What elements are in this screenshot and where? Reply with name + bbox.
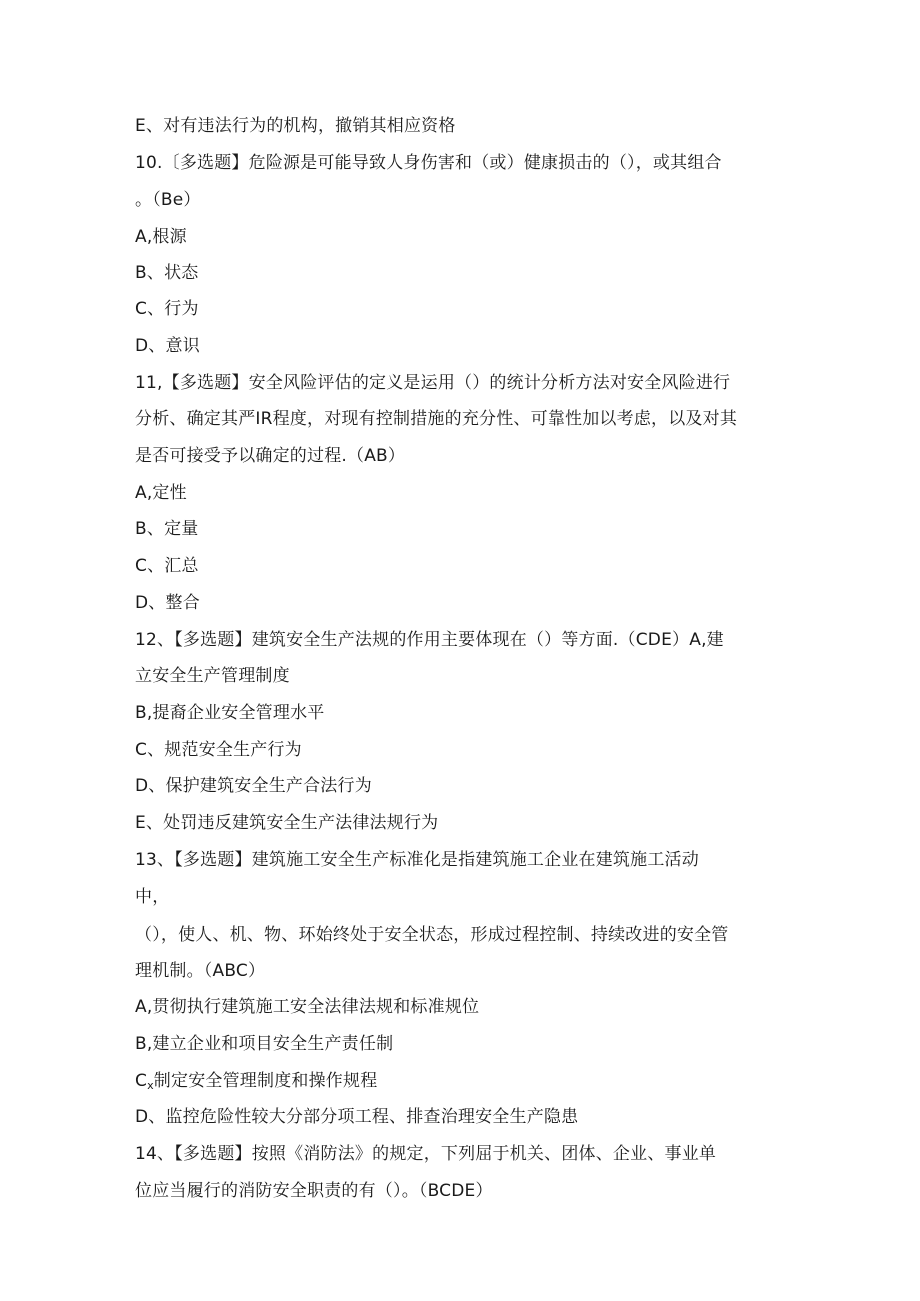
option-line: B、定量 [135, 519, 199, 539]
option-line: C、规范安全生产行为 [135, 740, 302, 760]
option-line: A,贯彻执行建筑施工安全法律法规和标准规位 [135, 997, 480, 1017]
option-line: D、保护建筑安全生产合法行为 [135, 776, 372, 796]
option-line: A,根源 [135, 227, 187, 247]
text-line: E、对有违法行为的机构，撤销其相应资格 [135, 116, 456, 136]
option-line: 立安全生产管理制度 [135, 666, 290, 686]
question-14-stem: 14、【多选题】按照《消防法》的规定，下列屈于机关、团体、企业、事业单 [135, 1144, 717, 1164]
option-line: D、整合 [135, 593, 200, 613]
question-13-stem: 13、【多选题】建筑施工安全生产标准化是指建筑施工企业在建筑施工活动 [135, 850, 699, 870]
option-line: A,定性 [135, 483, 187, 503]
option-text: 制定安全管理制度和操作规程 [153, 1071, 378, 1091]
option-line: D、监控危险性较大分部分项工程、排查治理安全生产隐患 [135, 1107, 579, 1127]
question-13-stem: 中， [135, 887, 170, 907]
question-11-stem: 11,【多选题】安全风险评估的定义是运用（）的统计分析方法对安全风险进行 [135, 373, 731, 393]
option-line-c [135, 1070, 795, 1097]
option-line: B,提裔企业安全管理水平 [135, 703, 325, 723]
question-10-stem: 10.〔多选题】危险源是可能导致人身伤害和（或）健康损击的（），或其组合 [135, 153, 722, 173]
option-line: C、行为 [135, 299, 199, 319]
option-line: D、意识 [135, 336, 200, 356]
option-line: B,建立企业和项目安全生产责任制 [135, 1034, 394, 1054]
question-11-stem: 分析、确定其严IR程度，对现有控制措施的充分性、可靠性加以考虑，以及对其 [135, 409, 738, 429]
question-13-answer: 理机制。（ABC） [135, 961, 266, 981]
question-14-answer: 位应当履行的消防安全职责的有（）。（BCDE） [135, 1181, 493, 1201]
question-10-answer: 。（Be） [135, 190, 201, 210]
option-line: B、状态 [135, 263, 199, 283]
option-subscript: x [147, 1079, 154, 1092]
option-line: C、汇总 [135, 556, 199, 576]
question-11-answer: 是否可接受予以确定的过程.（AB） [135, 446, 406, 466]
question-13-stem: （），使人、机、物、环始终处于安全状态，形成过程控制、持续改进的安全管 [135, 925, 729, 945]
option-line: E、处罚违反建筑安全生产法律法规行为 [135, 813, 439, 833]
option-letter: C [135, 1071, 148, 1091]
question-12-stem: 12、【多选题】建筑安全生产法规的作用主要体现在（）等方面.（CDE）A,建 [135, 630, 724, 650]
